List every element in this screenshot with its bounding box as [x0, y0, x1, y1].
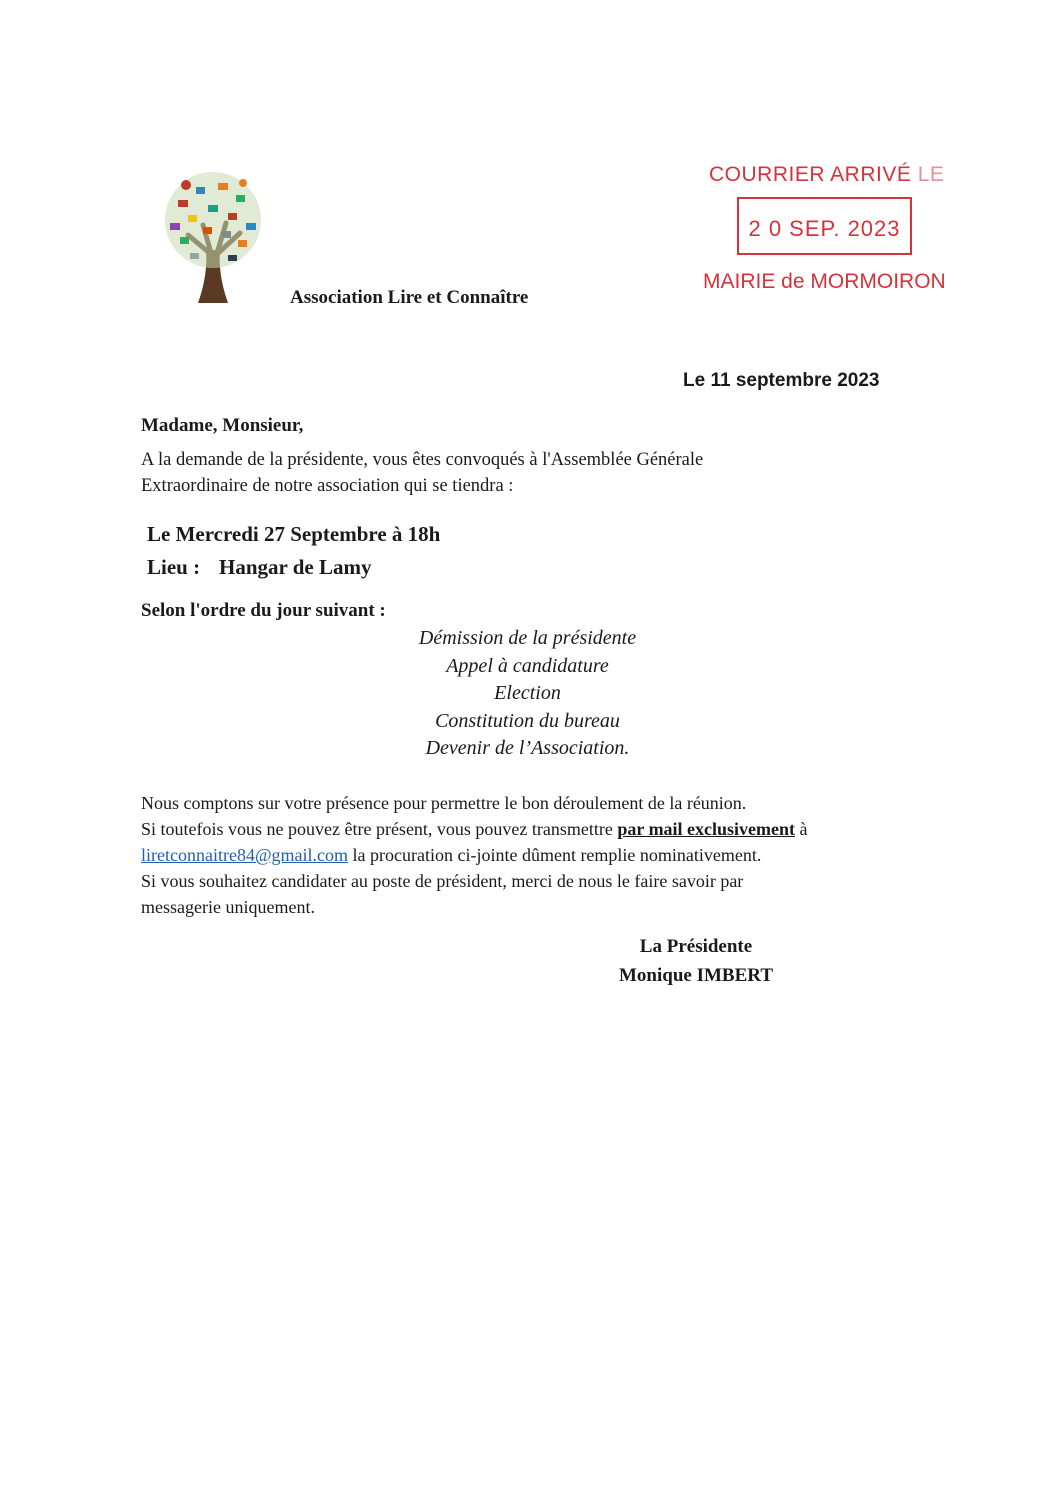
stamp-top-text: COURRIER ARRIVÉ LE — [709, 163, 945, 186]
agenda-item: Election — [494, 682, 561, 704]
signature-name: Monique IMBERT — [619, 965, 773, 986]
email-link[interactable]: liretconnaitre84@gmail.com — [141, 845, 349, 865]
closing-line: liretconnaitre84@gmail.com la procuration ci-jointe dûment remplie nominativement. — [141, 845, 762, 865]
meeting-details — [147, 518, 440, 584]
meeting-place-row — [147, 551, 440, 584]
agenda-title: Selon l'ordre du jour suivant : — [141, 600, 386, 621]
closing-line: messagerie uniquement. — [141, 897, 315, 917]
agenda-item: Devenir de l’Association. — [425, 737, 630, 759]
emphasis-text: par mail exclusivement — [617, 819, 796, 839]
signature-title: La Présidente — [639, 936, 753, 957]
intro-paragraph — [141, 447, 861, 499]
agenda-item: Appel à candidature — [446, 654, 609, 677]
agenda-item: Constitution du bureau — [435, 709, 620, 732]
closing-line: Si toutefois vous ne pouvez être présent, vous pouvez transmettre par mail exclusivement à — [141, 819, 808, 839]
closing-paragraph — [141, 790, 921, 920]
agenda-item: Démission de la présidente — [418, 627, 637, 649]
tree-logo-icon — [148, 165, 278, 310]
agenda-list — [340, 625, 715, 763]
meeting-when: Le Mercredi 27 Septembre à 18h — [147, 522, 441, 546]
stamp-bottom-text: MAIRIE de MORMOIRON — [703, 270, 946, 293]
closing-line: Si vous souhaitez candidater au poste de président, merci de nous le faire savoir par — [141, 871, 744, 891]
stamp-date-box — [737, 197, 912, 255]
meeting-place: Hangar de Lamy — [219, 555, 372, 579]
arrival-stamp — [695, 160, 960, 305]
greeting: Madame, Monsieur, — [141, 415, 304, 436]
intro-line: A la demande de la présidente, vous êtes convoqués à l'Assemblée Générale — [141, 450, 704, 470]
stamp-date: 2 0 SEP. 2023 — [748, 216, 901, 241]
intro-line: Extraordinaire de notre association qui se tiendra : — [141, 476, 514, 496]
meeting-place-label: Lieu : — [147, 555, 201, 579]
letter-date: Le 11 septembre 2023 — [683, 370, 880, 391]
signature-block — [596, 932, 796, 990]
closing-line: Nous comptons sur votre présence pour permettre le bon déroulement de la réunion. — [141, 793, 747, 813]
organization-name: Association Lire et Connaître — [290, 287, 529, 308]
